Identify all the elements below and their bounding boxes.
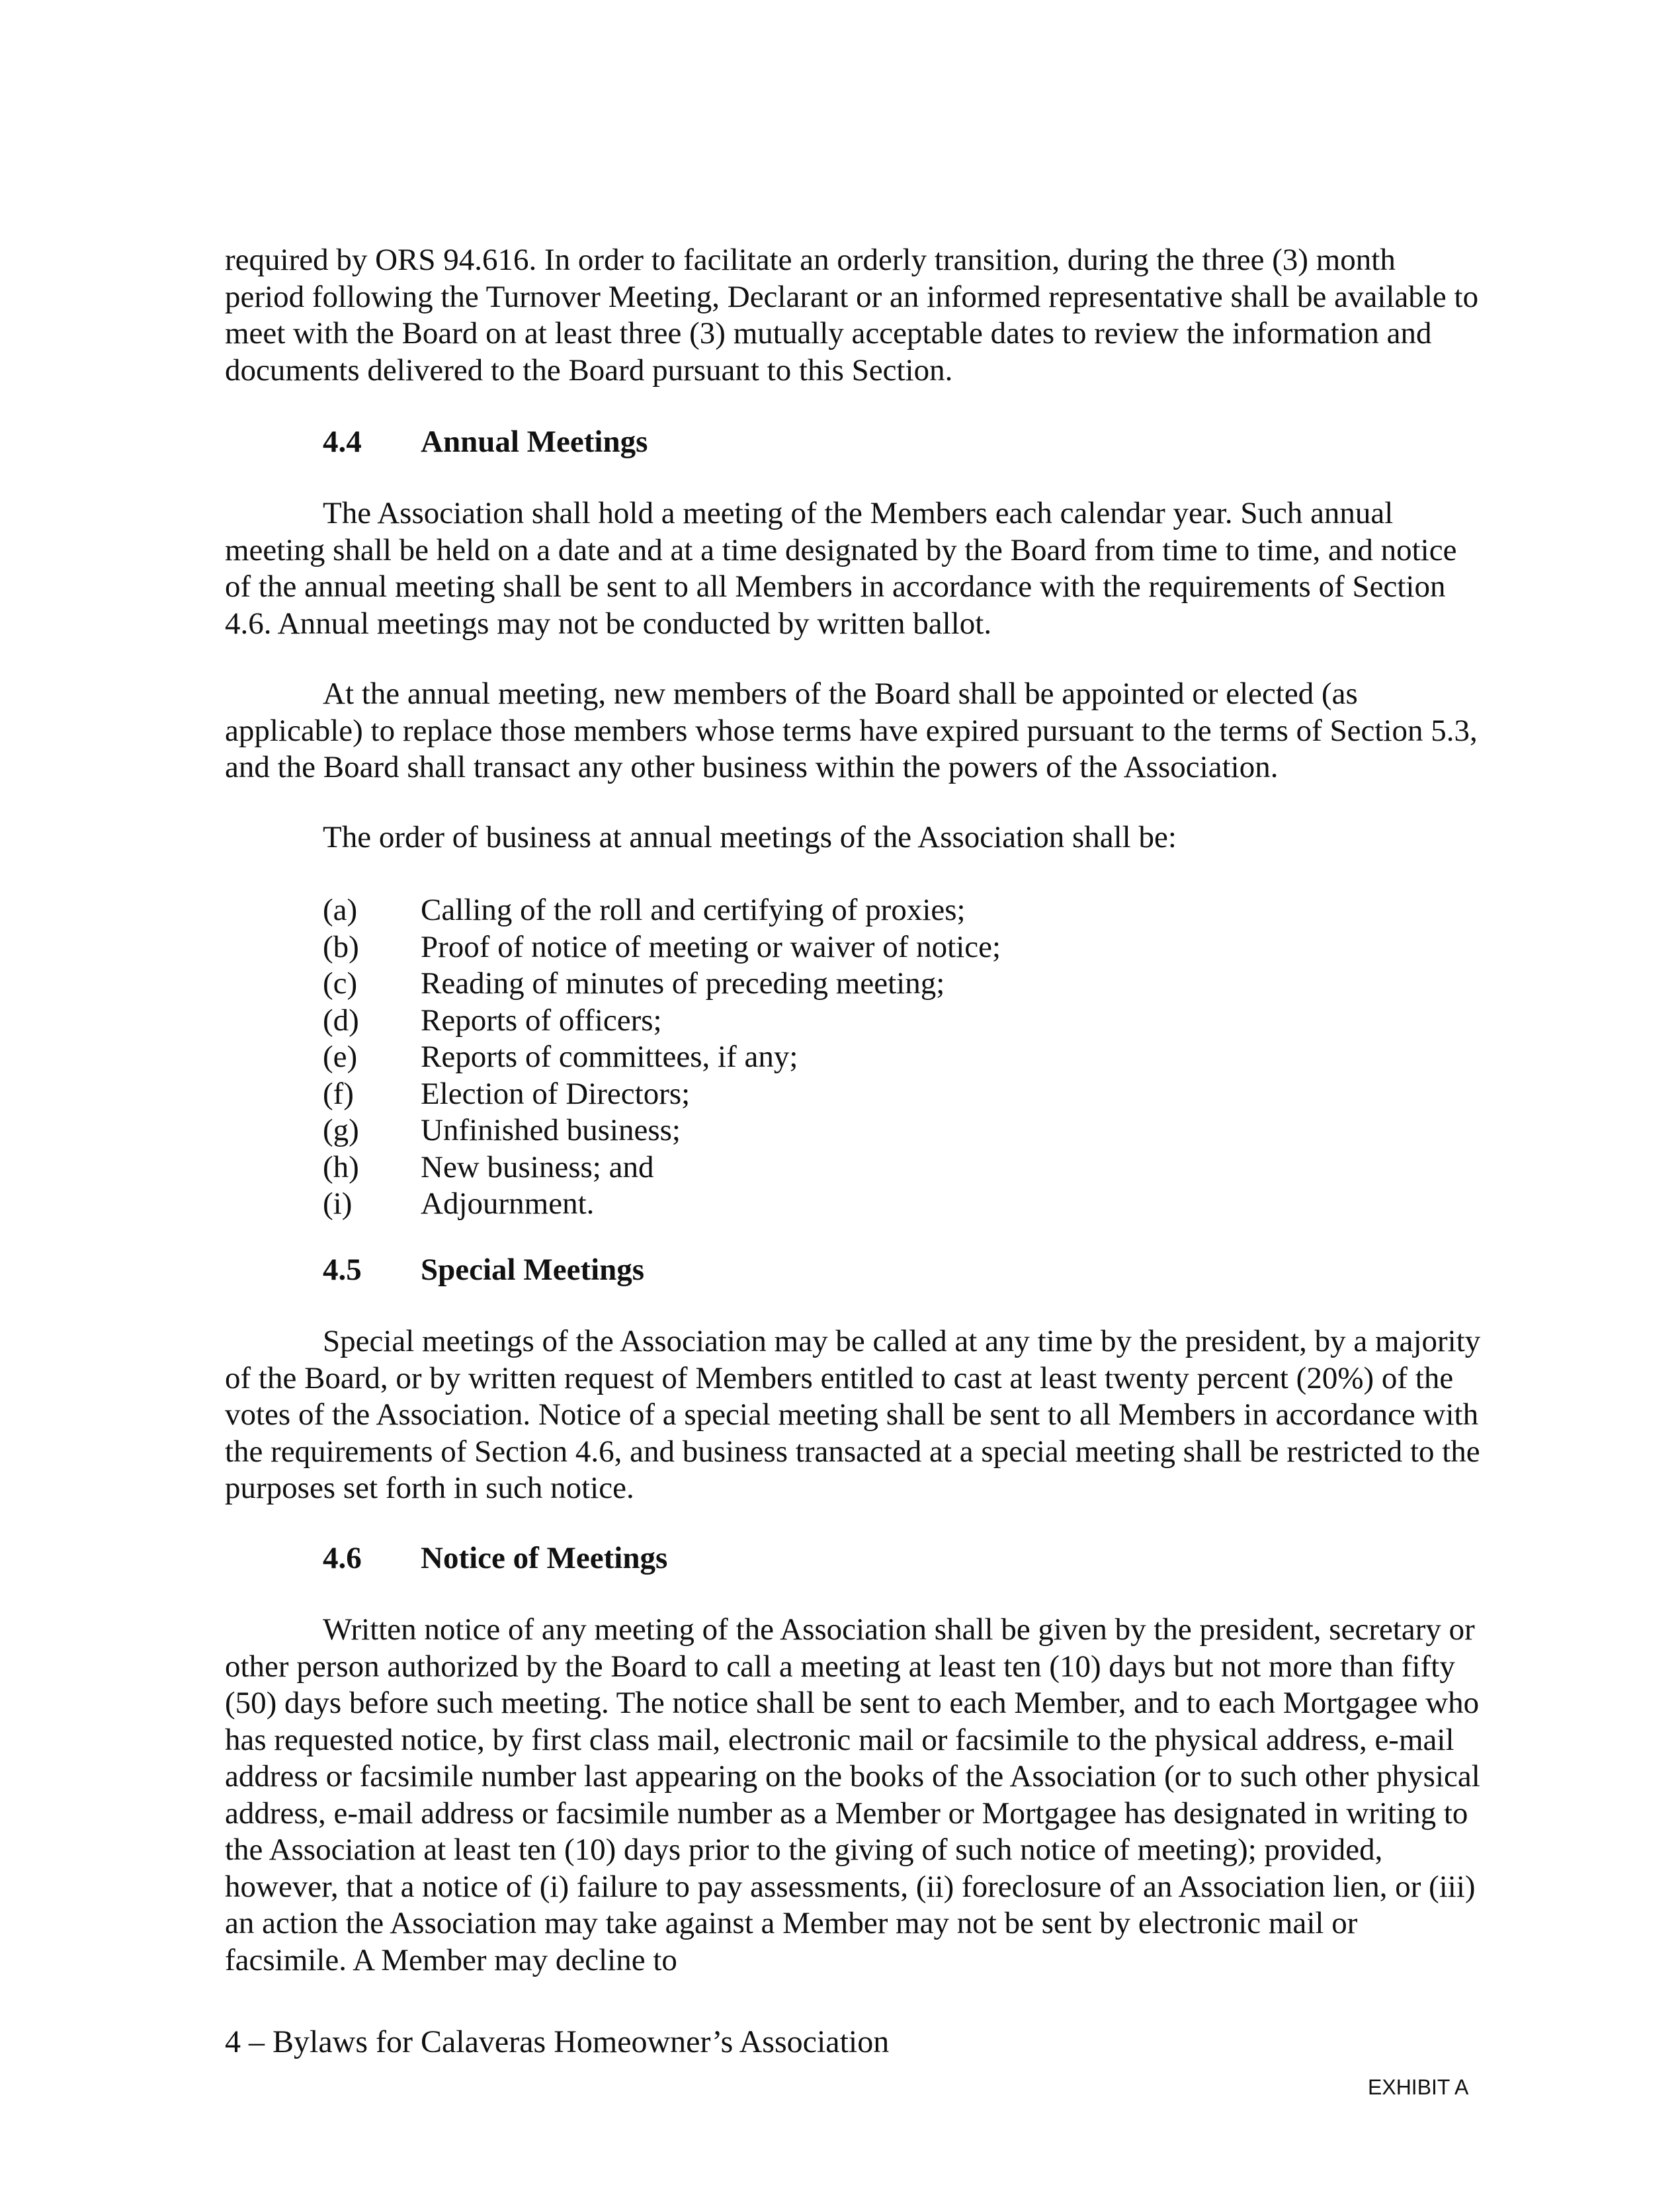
exhibit-label: EXHIBIT A xyxy=(1368,2075,1469,2099)
list-item xyxy=(323,1149,1001,1186)
list-item xyxy=(323,892,1001,929)
list-letter: (h) xyxy=(323,1149,359,1184)
list-text: Unfinished business; xyxy=(421,1113,681,1147)
list-text: Reading of minutes of preceding meeting; xyxy=(421,966,945,1001)
list-item xyxy=(323,966,1001,1003)
list-text: Reports of officers; xyxy=(421,1003,662,1038)
list-letter: (e) xyxy=(323,1040,358,1074)
list-item xyxy=(323,1112,1001,1149)
section-4-5-heading xyxy=(323,1252,644,1288)
annual-meetings-paragraph-2: At the annual meeting, new members of the Board shall be appointed or elected (as applicable) to replace those members whose terms have expired pursuant to the terms of Section 5.3, and the Board shall transact any other business within the powers of the Association. xyxy=(225,677,1478,784)
page-footer: 4 – Bylaws for Calaveras Homeowner’s Association xyxy=(225,2024,890,2059)
annual-meetings-paragraph-1: The Association shall hold a meeting of the Members each calendar year. Such annual meeting shall be held on a date and at a time designated by the Board from time to time, and notice of the annual meeting shall be sent to all Members in accordance with the requirements of Section 4.6. Annual meetings may not be conducted by written ballot. xyxy=(225,496,1457,641)
list-letter: (f) xyxy=(323,1076,354,1111)
section-number: 4.4 xyxy=(323,425,362,459)
list-letter: (d) xyxy=(323,1003,359,1038)
section-4-6-heading xyxy=(323,1540,667,1577)
list-text: Adjournment. xyxy=(421,1186,595,1221)
annual-meetings-paragraph-3: The order of business at annual meetings of the Association shall be: xyxy=(323,820,1177,854)
list-item xyxy=(323,1076,1001,1113)
section-title: Notice of Meetings xyxy=(421,1541,668,1575)
list-letter: (c) xyxy=(323,966,358,1001)
order-of-business-list xyxy=(323,892,1001,1223)
continuation-paragraph: required by ORS 94.616. In order to facilitate an orderly transition, during the three (3) month period following the Turnover Meeting, Declarant or an informed representative shall be available to meet with the Board on at least three (3) mutually acceptable dates to review the information and documents delivered to the Board pursuant to this Section. xyxy=(225,243,1479,388)
list-item xyxy=(323,1039,1001,1076)
list-text: Calling of the roll and certifying of proxies; xyxy=(421,893,966,927)
section-title: Special Meetings xyxy=(421,1253,645,1287)
section-4-4-heading xyxy=(323,424,648,460)
list-letter: (a) xyxy=(323,893,358,927)
list-letter: (i) xyxy=(323,1186,353,1221)
section-title: Annual Meetings xyxy=(421,425,648,459)
list-item xyxy=(323,1003,1001,1040)
list-item xyxy=(323,929,1001,966)
notice-of-meetings-paragraph: Written notice of any meeting of the Association shall be given by the president, secretary or other person authorized by the Board to call a meeting at least ten (10) days but not more than fifty (50) days before such meeting. The notice shall be sent to each Member, and to each Mortgagee who has requested notice, by first class mail, electronic mail or facsimile to the physical address, e-mail address or facsimile number last appearing on the books of the Association (or to such other physical address, e-mail address or facsimile number as a Member or Mortgagee has designated in writing to the Association at least ten (10) days prior to the giving of such notice of meeting); provided, however, that a notice of (i) failure to pay assessments, (ii) foreclosure of an Association lien, or (iii) an action the Association may take against a Member may not be sent by electronic mail or facsimile. A Member may decline to xyxy=(225,1612,1480,1977)
list-letter: (g) xyxy=(323,1113,359,1147)
section-number: 4.6 xyxy=(323,1541,362,1575)
list-text: New business; and xyxy=(421,1149,654,1184)
list-text: Reports of committees, if any; xyxy=(421,1040,798,1074)
special-meetings-paragraph: Special meetings of the Association may be called at any time by the president, by a majority of the Board, or by written request of Members entitled to cast at least twenty percent (20%) of the votes of the Association. Notice of a special meeting shall be sent to all Members in accordance with the requirements of Section 4.6, and business transacted at a special meeting shall be restricted to the purposes set forth in such notice. xyxy=(225,1324,1481,1505)
section-number: 4.5 xyxy=(323,1253,362,1287)
list-item xyxy=(323,1186,1001,1223)
list-text: Election of Directors; xyxy=(421,1076,691,1111)
list-letter: (b) xyxy=(323,929,359,964)
list-text: Proof of notice of meeting or waiver of notice; xyxy=(421,929,1001,964)
